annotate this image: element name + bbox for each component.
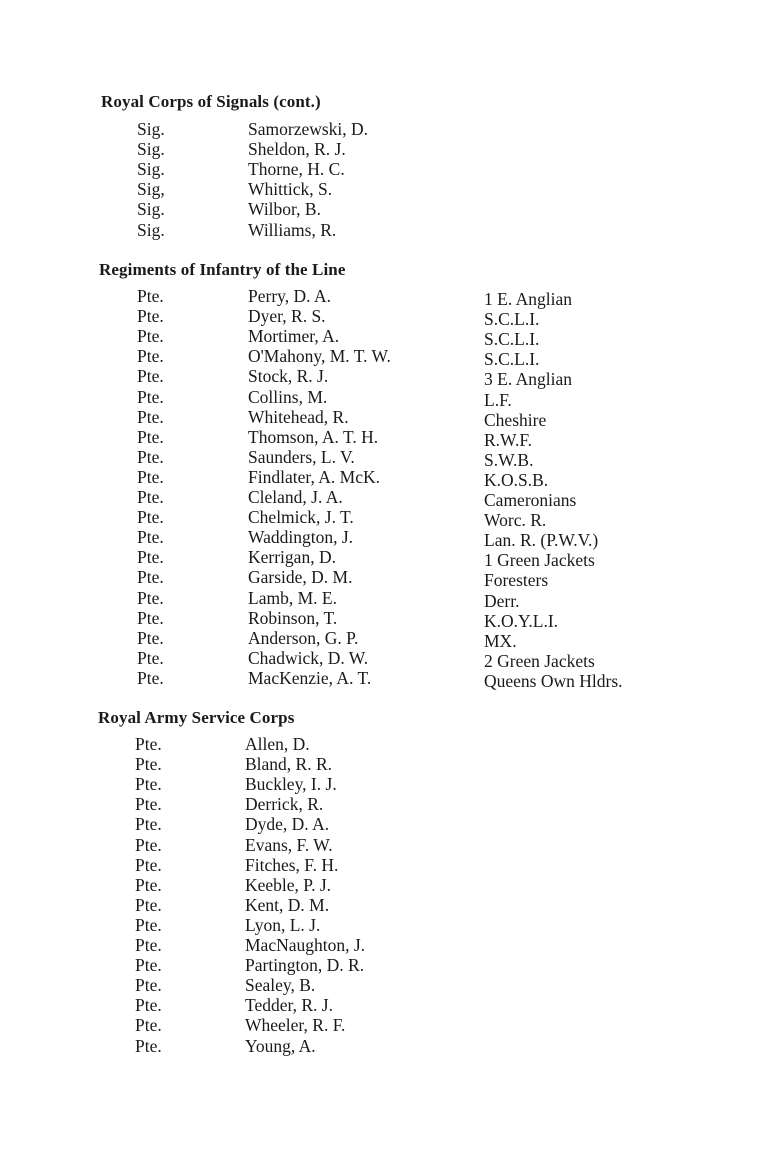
rank: Pte.	[137, 567, 164, 588]
rank: Pte.	[135, 854, 162, 875]
unit: 2 Green Jackets	[484, 650, 595, 671]
person-name: Sheldon, R. J.	[248, 139, 346, 160]
unit: Foresters	[484, 570, 549, 591]
person-name: Derrick, R.	[245, 794, 324, 815]
unit: Lan. R. (P.W.V.)	[484, 530, 599, 551]
rank: Pte.	[137, 446, 164, 467]
rank: Sig.	[137, 139, 165, 160]
person-name: Saunders, L. V.	[248, 446, 355, 467]
rank: Pte.	[135, 995, 162, 1016]
person-name: Chadwick, D. W.	[248, 647, 369, 668]
person-name: Bland, R. R.	[245, 754, 333, 775]
rank: Pte.	[135, 914, 162, 935]
rank: Pte.	[135, 1035, 162, 1056]
person-name: Thomson, A. T. H.	[248, 426, 379, 447]
unit: K.O.Y.L.I.	[484, 610, 559, 631]
rank: Pte.	[135, 955, 162, 976]
person-name: Stock, R. J.	[248, 366, 329, 387]
unit: S.C.L.I.	[484, 329, 540, 350]
rank: Pte.	[137, 386, 164, 407]
unit: L.F.	[484, 389, 512, 410]
rank: Pte.	[137, 466, 164, 487]
person-name: Thorne, H. C.	[248, 159, 345, 180]
rank: Pte.	[137, 487, 164, 507]
person-name: MacKenzie, A. T.	[248, 667, 372, 688]
person-name: Dyde, D. A.	[245, 814, 330, 835]
person-name: Mortimer, A.	[248, 326, 340, 347]
person-name: Collins, M.	[248, 386, 328, 407]
rank: Pte.	[135, 1015, 162, 1036]
rank: Pte.	[135, 975, 162, 996]
person-name: Keeble, P. J.	[245, 874, 332, 895]
person-name: Kerrigan, D.	[248, 547, 336, 568]
unit: Cameronians	[484, 490, 577, 510]
person-name: Allen, D.	[245, 734, 310, 754]
rank: Sig.	[137, 159, 165, 180]
rank: Pte.	[135, 754, 162, 775]
person-name: Wilbor, B.	[248, 199, 321, 220]
person-name: Wheeler, R. F.	[245, 1015, 346, 1036]
rank: Pte.	[137, 587, 164, 608]
rank: Pte.	[135, 874, 162, 895]
unit: Cheshire	[484, 409, 547, 430]
person-name: Partington, D. R.	[245, 955, 365, 976]
person-name: Buckley, I. J.	[245, 774, 337, 795]
unit: Queens Own Hldrs.	[484, 670, 623, 691]
person-name: Fitches, F. H.	[245, 854, 339, 875]
rank: Pte.	[137, 667, 164, 688]
person-name: Dyer, R. S.	[248, 306, 326, 327]
rank: Pte.	[137, 527, 164, 548]
person-name: Chelmick, J. T.	[248, 507, 354, 528]
unit: K.O.S.B.	[484, 469, 549, 490]
person-name: Whitehead, R.	[248, 406, 349, 427]
person-name: Findlater, A. McK.	[248, 466, 380, 487]
person-name: Anderson, G. P.	[248, 627, 359, 648]
person-name: Cleland, J. A.	[248, 487, 343, 507]
unit: 1 E. Anglian	[484, 289, 572, 309]
person-name: Waddington, J.	[248, 527, 354, 548]
rank: Sig,	[137, 179, 165, 200]
person-name: Young, A.	[245, 1035, 316, 1056]
rank: Pte.	[137, 547, 164, 568]
rank: Pte.	[135, 734, 162, 754]
person-name: Robinson, T.	[248, 607, 338, 628]
person-name: Evans, F. W.	[245, 834, 333, 855]
rank: Pte.	[137, 306, 164, 327]
unit: 3 E. Anglian	[484, 369, 572, 390]
rank: Pte.	[135, 814, 162, 835]
rank: Pte.	[137, 627, 164, 648]
unit: MX.	[484, 630, 517, 651]
rank: Pte.	[137, 507, 164, 528]
rank: Pte.	[137, 647, 164, 668]
rank: Pte.	[135, 834, 162, 855]
person-name: Lamb, M. E.	[248, 587, 337, 608]
person-name: Samorzewski, D.	[248, 119, 369, 139]
rank: Sig.	[137, 219, 165, 240]
unit: S.C.L.I.	[484, 349, 540, 370]
person-name: Whittick, S.	[248, 179, 333, 200]
person-name: Garside, D. M.	[248, 567, 353, 588]
rank: Sig.	[137, 119, 165, 139]
rank: Pte.	[137, 326, 164, 347]
rank: Pte.	[137, 286, 164, 306]
person-name: Sealey, B.	[245, 975, 316, 996]
rank: Pte.	[137, 406, 164, 427]
rank: Pte.	[135, 794, 162, 815]
section-title-signals: Royal Corps of Signals (cont.)	[101, 92, 321, 111]
rank: Pte.	[137, 426, 164, 447]
rank: Pte.	[137, 607, 164, 628]
unit: R.W.F.	[484, 429, 533, 450]
person-name: O'Mahony, M. T. W.	[248, 346, 391, 367]
rank: Pte.	[135, 774, 162, 795]
person-name: Tedder, R. J.	[245, 995, 333, 1016]
unit: Worc. R.	[484, 510, 547, 531]
person-name: MacNaughton, J.	[245, 935, 366, 955]
rank: Pte.	[137, 346, 164, 367]
section-title-service-corps: Royal Army Service Corps	[98, 708, 295, 727]
person-name: Kent, D. M.	[245, 894, 330, 915]
unit: S.W.B.	[484, 449, 534, 470]
person-name: Lyon, L. J.	[245, 914, 321, 935]
rank: Pte.	[135, 935, 162, 955]
rank: Sig.	[137, 199, 165, 220]
unit: Derr.	[484, 590, 520, 611]
rank: Pte.	[137, 366, 164, 387]
person-name: Perry, D. A.	[248, 286, 331, 306]
rank: Pte.	[135, 894, 162, 915]
unit: 1 Green Jackets	[484, 550, 595, 571]
person-name: Williams, R.	[248, 219, 337, 240]
section-title-infantry: Regiments of Infantry of the Line	[99, 260, 346, 279]
unit: S.C.L.I.	[484, 309, 540, 330]
